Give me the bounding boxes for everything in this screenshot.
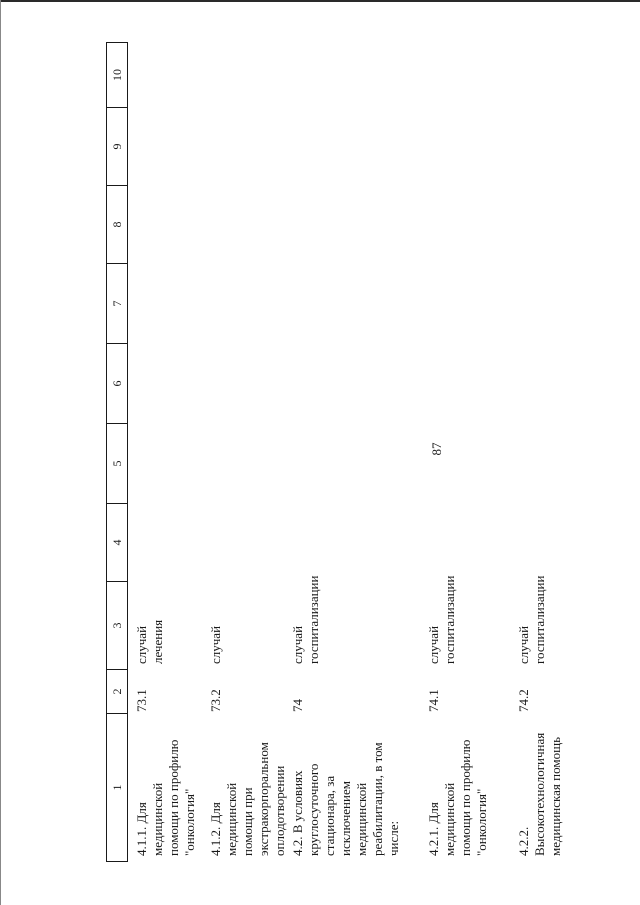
rotated-table bbox=[106, 42, 640, 862]
row-name: 4.2. В условиях круглосуточного стационара, за исключением медицинской реабилитации, в том числе: bbox=[290, 742, 401, 856]
header-cell-2: 2 bbox=[107, 670, 127, 714]
row-unit: случай госпитализации bbox=[516, 575, 547, 664]
header-cell-7: 7 bbox=[107, 264, 127, 344]
row-unit: случай bbox=[208, 625, 223, 664]
row-name: 4.1.2. Для медицинской помощи при экстракорпоральном оплодотворении bbox=[208, 742, 287, 856]
row-unit: случай госпитализации bbox=[290, 575, 321, 664]
row-code: 74 bbox=[290, 699, 305, 712]
header-cell-9: 9 bbox=[107, 108, 127, 186]
page-number: 87 bbox=[429, 442, 444, 456]
row-name: 4.1.1. Для медицинской помощи по профилю "онкология" bbox=[134, 739, 197, 856]
row-code: 73.2 bbox=[208, 689, 223, 712]
header-cell-3: 3 bbox=[107, 582, 127, 670]
header-cell-1: 1 bbox=[107, 714, 127, 862]
header-cell-4: 4 bbox=[107, 504, 127, 582]
header-cell-8: 8 bbox=[107, 186, 127, 264]
header-cell-10: 10 bbox=[107, 42, 127, 108]
row-name: 4.2.2. Высокотехнологичная медицинская помощь bbox=[516, 732, 563, 856]
header-cell-6: 6 bbox=[107, 344, 127, 424]
page-top-edge bbox=[0, 0, 640, 2]
row-unit: случай госпитализации bbox=[426, 575, 457, 664]
row-code: 74.2 bbox=[516, 689, 531, 712]
header-cell-5: 5 bbox=[107, 424, 127, 504]
row-unit: случай лечения bbox=[134, 619, 165, 664]
row-name: 4.2.1. Для медицинской помощи по профилю "онкология" bbox=[426, 739, 489, 856]
row-code: 73.1 bbox=[134, 689, 149, 712]
row-code: 74.1 bbox=[426, 689, 441, 712]
page-left-edge bbox=[0, 0, 1, 905]
table-header bbox=[106, 42, 128, 862]
